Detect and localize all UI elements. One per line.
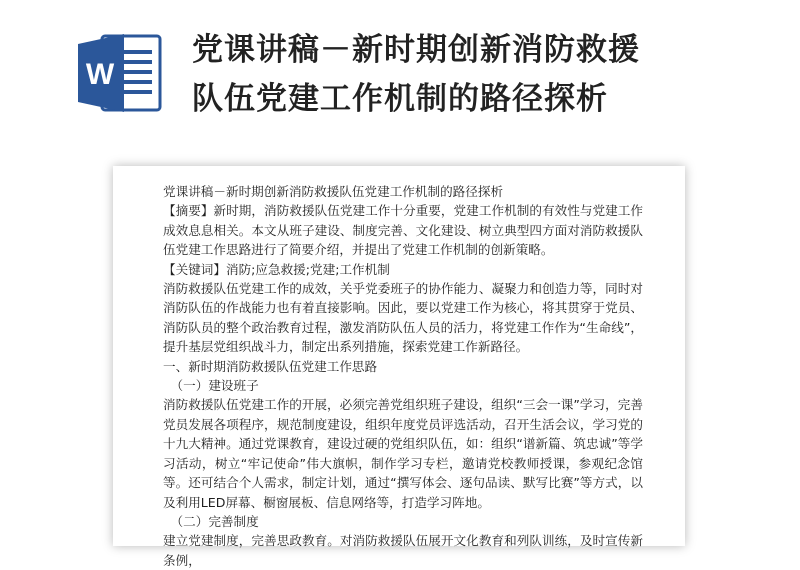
subsection-heading: （一）建设班子 [170, 378, 259, 394]
section-heading: 一、新时期消防救援队伍党建工作思路 [163, 358, 378, 374]
body-paragraph: 消防救援队伍党建工作的开展，必须完善党组织班子建设，组织“三会一课”学习，完善党员发展各项程序，规范制度建设，组织年度党员评选活动，召开生活会议，学习党的十九大精神。通过党课教育，建设过硬的党组织队伍，如：组织“谱新篇、筑忠诚”等学习活动，树立“牢记使命”伟大旗帜，制作学习专栏，邀请党校教师授课，参观纪念馆等。还可结合个人需求，制定计划，通过“撰写体会、逐句品读、默写比赛”等方式，以及利用LED屏幕、橱窗展板、信息网络等，打造学习阵地。 [163, 397, 643, 510]
document-body [163, 182, 643, 570]
title-line-1: 党课讲稿－新时期创新消防救援 [192, 32, 640, 68]
keywords-paragraph: 【关键词】消防;应急救援;党建;工作机制 [163, 261, 390, 277]
page-title [192, 26, 792, 124]
abstract-paragraph: 【摘要】新时期，消防救援队伍党建工作十分重要，党建工作机制的有效性与党建工作成效息息相关。本文从班子建设、制度完善、文化建设、树立典型四方面对消防救援队伍党建工作思路进行了简要介绍，并提出了党建工作机制的创新策略。 [163, 203, 643, 258]
document-title: 党课讲稿－新时期创新消防救援队伍党建工作机制的路径探析 [163, 184, 504, 199]
header [0, 0, 800, 150]
subsection-heading: （二）完善制度 [170, 513, 259, 529]
word-document-icon [78, 32, 164, 114]
body-paragraph: 建立党建制度，完善思政教育。对消防救援队伍展开文化教育和列队训练，及时宣传新条例， [163, 533, 643, 568]
intro-paragraph: 消防救援队伍党建工作的成效，关乎党委班子的协作能力、凝聚力和创造力等，同时对消防队伍的作战能力也有着直接影响。因此，要以党建工作为核心，将其贯穿于党员、消防队员的整个政治教育过程，激发消防队伍人员的活力，将党建工作作为“生命线”，提升基层党组织战斗力，制定出系列措施，探索党建工作新路径。 [163, 281, 643, 355]
word-icon-letter: W [85, 58, 115, 91]
title-line-2: 队伍党建工作机制的路径探析 [192, 81, 608, 117]
